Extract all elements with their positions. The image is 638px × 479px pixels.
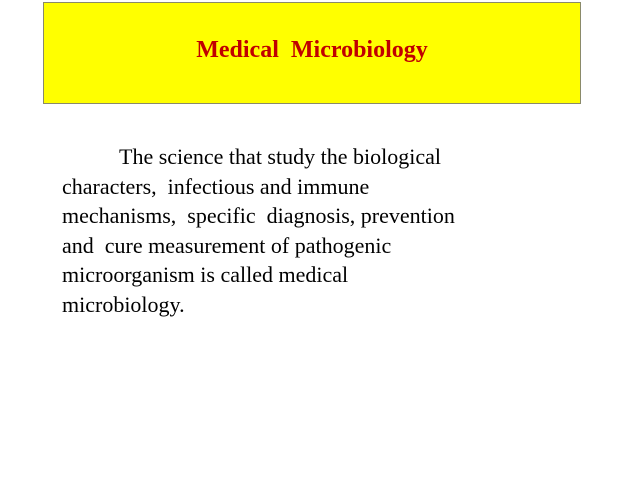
paragraph-line: microorganism is called medical — [62, 262, 349, 287]
paragraph-line: and cure measurement of pathogenic — [62, 232, 392, 258]
paragraph-line: characters, infectious and immune — [62, 173, 370, 199]
paragraph-line: mechanisms, specific diagnosis, prevention — [62, 203, 455, 228]
slide-title: Medical Microbiology — [196, 37, 428, 63]
definition-paragraph — [62, 142, 622, 319]
paragraph-line: microbiology. — [62, 291, 185, 317]
paragraph-line: The science that study the biological — [119, 144, 441, 169]
title-banner — [43, 2, 581, 104]
